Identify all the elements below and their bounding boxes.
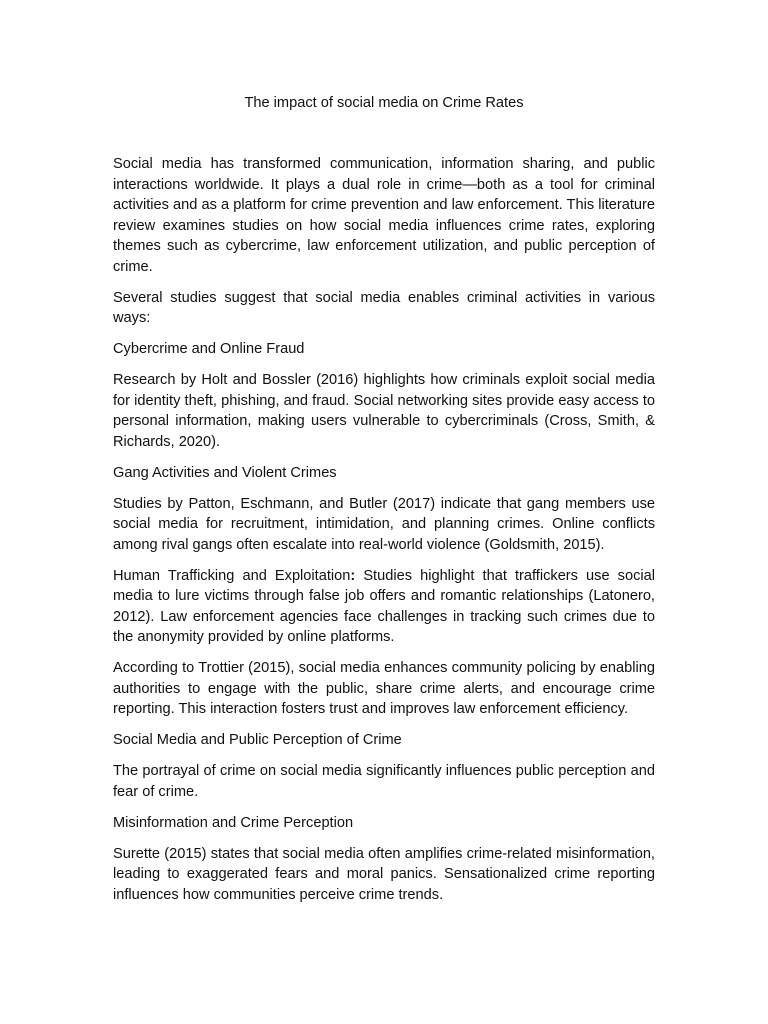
misinformation-heading: Misinformation and Crime Perception <box>113 814 354 831</box>
intro-paragraph: Social media has transformed communication, information sharing, and public interactions worldwide. It plays a dual role in crime—both as a tool for criminal activities and as a platform for crime prevention and law enforcement. This literature review examines studies on how social media influences crime rates, exploring themes such as cybercrime, law enforcement utilization, and public perception of crime. <box>113 156 655 275</box>
misinformation-paragraph: Surette (2015) states that social media often amplifies crime-related misinformation, leading to exaggerated fears and moral panics. Sensationalized crime reporting influences how communities perceive crime trends. <box>113 845 655 903</box>
policing-paragraph: According to Trottier (2015), social media enhances community policing by enabling authorities to engage with the public, share crime alerts, and encourage crime reporting. This interaction fosters trust and improves law enforcement efficiency. <box>113 660 655 717</box>
cybercrime-heading: Cybercrime and Online Fraud <box>113 341 305 357</box>
perception-paragraph: The portrayal of crime on social media significantly influences public perception and fear of crime. <box>113 763 655 800</box>
trafficking-colon: : <box>350 567 356 584</box>
gang-heading: Gang Activities and Violent Crimes <box>113 464 337 481</box>
trafficking-text: Studies highlight that traffickers use social media to lure victims through false job offers and romantic relationships (Latonero, 2012). Law enforcement agencies face challenges in tracking such crimes due to the anonymity provided by online platforms. <box>113 567 655 645</box>
perception-heading: Social Media and Public Perception of Crime <box>113 732 402 748</box>
cybercrime-paragraph: Research by Holt and Bossler (2016) highlights how criminals exploit social media for identity theft, phishing, and fraud. Social networking sites provide easy access to personal information, making users vulnerable to cybercriminals (Cross, Smith, & Richards, 2020). <box>113 372 655 450</box>
trafficking-paragraph <box>113 566 655 648</box>
trafficking-label: Human Trafficking and Exploitation <box>113 567 351 584</box>
gang-paragraph: Studies by Patton, Eschmann, and Butler (2017) indicate that gang members use social media for recruitment, intimidation, and planning crimes. Online conflicts among rival gangs often escalate into real-world violence (Goldsmith, 2015). <box>113 495 655 553</box>
enables-paragraph: Several studies suggest that social media enables criminal activities in various ways: <box>113 289 655 326</box>
document-body <box>113 154 655 916</box>
document-title: The impact of social media on Crime Rates <box>244 95 524 111</box>
